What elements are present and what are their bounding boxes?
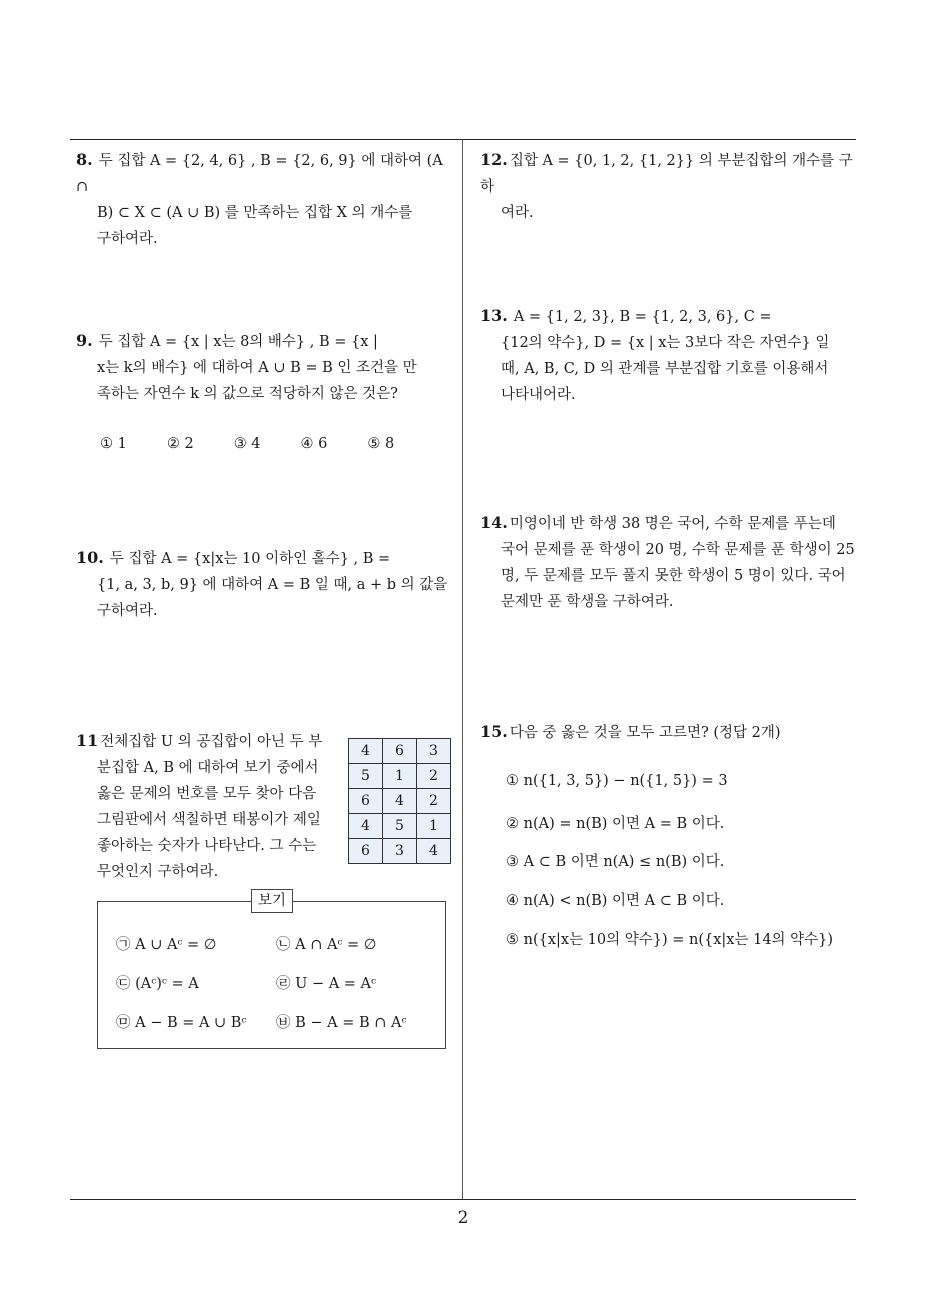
problem-12	[480, 147, 860, 226]
grid-cell[interactable]: 2	[417, 789, 451, 814]
choice-4[interactable]: ④ 6	[300, 436, 328, 452]
grid-cell[interactable]: 4	[349, 814, 383, 839]
grid-cell[interactable]: 4	[349, 739, 383, 764]
problem-line: 분집합 A, B 에 대하여 보기 중에서	[97, 760, 319, 776]
problem-line: B) ⊂ X ⊂ (A ∪ B) 를 만족하는 집합 X 의 개수를	[97, 205, 413, 221]
grid-cell[interactable]: 3	[383, 839, 417, 864]
column-divider	[462, 139, 463, 1199]
problem-13	[480, 303, 860, 408]
problem-9	[76, 328, 456, 407]
grid-cell[interactable]: 2	[417, 764, 451, 789]
answer-option-5[interactable]: ⑤ n({x|x는 10의 약수}) = n({x|x는 14의 약수})	[506, 932, 834, 948]
grid-cell[interactable]: 1	[383, 764, 417, 789]
grid-cell[interactable]: 6	[349, 839, 383, 864]
answer-option-2[interactable]: ② n(A) = n(B) 이면 A = B 이다.	[506, 816, 725, 832]
problem-8	[76, 147, 456, 252]
problem-line: 구하여라.	[97, 231, 158, 247]
grid-cell[interactable]: 5	[349, 764, 383, 789]
problem-line: 좋아하는 숫자가 나타난다. 그 수는	[97, 838, 317, 854]
choice-5[interactable]: ⑤ 8	[367, 436, 395, 452]
problem-line: 나타내어라.	[501, 387, 576, 403]
bottom-rule	[70, 1199, 856, 1200]
bogi-item: ㉤ A − B = A ∪ Bᶜ	[116, 1015, 247, 1031]
problem-line: 그림판에서 색칠하면 태봉이가 제일	[97, 812, 321, 828]
choice-2[interactable]: ② 2	[166, 436, 194, 452]
problem-line: x는 k의 배수} 에 대하여 A ∪ B = B 인 조건을 만	[97, 360, 417, 376]
grid-cell[interactable]: 4	[383, 789, 417, 814]
problem-number: 12.	[480, 150, 508, 169]
problem-11	[76, 728, 338, 885]
bogi-item: ㉢ (Aᶜ)ᶜ = A	[116, 976, 199, 992]
problem-number: 14.	[480, 513, 508, 532]
problem-number: 9.	[76, 331, 93, 350]
problem-line: 여라.	[501, 205, 534, 221]
problem-line: {1, a, 3, b, 9} 에 대하여 A = B 일 때, a + b 의 값을	[97, 577, 448, 593]
answer-option-4[interactable]: ④ n(A) < n(B) 이면 A ⊂ B 이다.	[506, 893, 725, 909]
problem-line: 족하는 자연수 k 의 값으로 적당하지 않은 것은?	[97, 386, 398, 402]
bogi-item: ㉠ A ∪ Aᶜ = ∅	[116, 937, 217, 953]
problem-line: 미영이네 반 학생 38 명은 국어, 수학 문제를 푸는데	[509, 516, 836, 532]
problem-10	[76, 545, 456, 624]
number-grid	[348, 738, 451, 864]
problem-line: {12의 약수}, D = {x | x는 3보다 작은 자연수} 일	[501, 335, 830, 351]
top-rule	[70, 139, 856, 140]
bogi-title: 보기	[251, 889, 293, 913]
problem-14	[480, 510, 860, 615]
problem-line: 전체집합 U 의 공집합이 아닌 두 부	[100, 734, 323, 750]
problem-15	[480, 719, 860, 746]
problem-number: 10.	[76, 548, 104, 567]
problem-number: 15.	[480, 722, 508, 741]
problem-line: 집합 A = {0, 1, 2, {1, 2}} 의 부분집합의 개수를 구하	[480, 153, 853, 195]
problem-line: 두 집합 A = {2, 4, 6} , B = {2, 6, 9} 에 대하여 (A ∩	[76, 153, 443, 195]
problem-number: 11	[76, 731, 99, 750]
answer-option-1[interactable]: ① n({1, 3, 5}) − n({1, 5}) = 3	[506, 773, 728, 789]
problem-line: 무엇인지 구하여라.	[97, 864, 219, 880]
problem-line: 문제만 푼 학생을 구하여라.	[501, 594, 674, 610]
page-number: 2	[457, 1208, 469, 1228]
answer-option-3[interactable]: ③ A ⊂ B 이면 n(A) ≤ n(B) 이다.	[506, 854, 725, 870]
problem-number: 13.	[480, 306, 508, 325]
problem-line: 구하여라.	[97, 603, 158, 619]
bogi-item: ㉣ U − A = Aᶜ	[276, 976, 377, 992]
problem-number: 8.	[76, 150, 93, 169]
grid-cell[interactable]: 3	[417, 739, 451, 764]
problem-line: A = {1, 2, 3}, B = {1, 2, 3, 6}, C =	[513, 309, 772, 325]
problem-line: 국어 문제를 푼 학생이 20 명, 수학 문제를 푼 학생이 25	[501, 542, 855, 558]
answer-choices	[100, 436, 394, 452]
choice-3[interactable]: ③ 4	[233, 436, 261, 452]
bogi-item: ㉥ B − A = B ∩ Aᶜ	[276, 1015, 407, 1031]
problem-line: 두 집합 A = {x | x는 8의 배수} , B = {x |	[98, 334, 378, 350]
grid-cell[interactable]: 6	[383, 739, 417, 764]
problem-line: 다음 중 옳은 것을 모두 고르면? (정답 2개)	[509, 725, 781, 741]
choice-1[interactable]: ① 1	[100, 436, 127, 452]
grid-cell[interactable]: 6	[349, 789, 383, 814]
problem-line: 명, 두 문제를 모두 풀지 못한 학생이 5 명이 있다. 국어	[501, 568, 846, 584]
grid-cell[interactable]: 5	[383, 814, 417, 839]
problem-line: 때, A, B, C, D 의 관계를 부분집합 기호를 이용해서	[501, 361, 829, 377]
problem-line: 옳은 문제의 번호를 모두 찾아 다음	[97, 786, 317, 802]
grid-cell[interactable]: 1	[417, 814, 451, 839]
grid-cell[interactable]: 4	[417, 839, 451, 864]
problem-line: 두 집합 A = {x|x는 10 이하인 홀수} , B =	[109, 551, 391, 567]
bogi-item: ㉡ A ∩ Aᶜ = ∅	[276, 937, 377, 953]
